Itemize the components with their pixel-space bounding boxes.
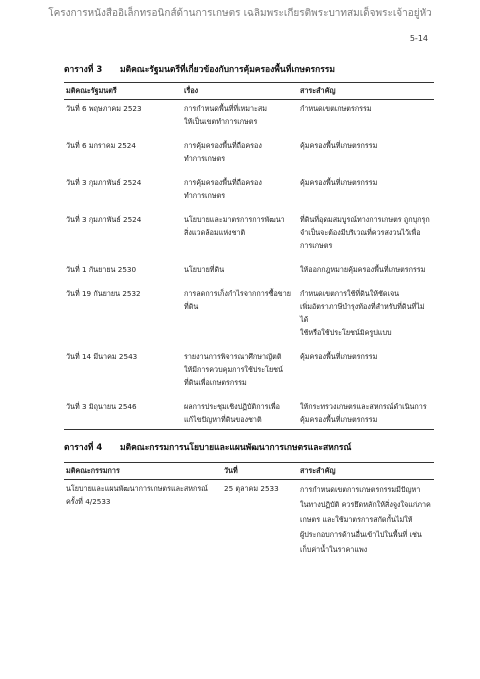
cabinet-resolution-date: วันที่ 3 กุมภาพันธ์ 2524 — [66, 178, 142, 187]
essence-cell: กำหนดเขตเกษตรกรรม — [300, 104, 372, 113]
table4-label: ตารางที่ 4 — [64, 443, 103, 453]
table-row — [64, 100, 434, 140]
table3-caption — [64, 62, 335, 76]
essence-cell: การกำหนดเขตการเกษตรกรรมมีปัญหา ในทางปฏิบัติ ควรยึดหลักให้สิ่งจูงใจแก่ภาค เกษตร และใช้มาตรการสกัดกั้นไม่ให้ ผู้ประกอบการด้านอื่นเข้าไปในพื้นที่ เช่น เก็บค่าน้ำในราคาแพง — [300, 485, 431, 554]
subject-cell: นโยบายที่ดิน — [184, 265, 225, 274]
subject-cell: การคุ้มครองพื้นที่ถือครอง ทำการเกษตร — [184, 178, 262, 200]
subject-cell: นโยบายและมาตรการการพัฒนา สิ่งแวดล้อมแห่งชาติ — [184, 215, 285, 237]
table3-header-row — [64, 83, 434, 100]
table-row — [64, 176, 434, 213]
table4-header-cell: สาระสำคัญ — [298, 463, 434, 480]
essence-cell: คุ้มครองพื้นที่เกษตรกรรม — [300, 178, 378, 187]
essence-cell: คุ้มครองพื้นที่เกษตรกรรม — [300, 352, 378, 361]
table-row — [64, 263, 434, 287]
table-row — [64, 480, 434, 561]
committee-date: 25 ตุลาคม 2533 — [224, 484, 279, 493]
subject-cell: การลดการเก็งกำไรจากการซื้อขาย ที่ดิน — [184, 289, 291, 311]
table-row — [64, 213, 434, 263]
subject-cell: การกำหนดพื้นที่ที่เหมาะสม ให้เป็นเขตทำการเกษตร — [184, 104, 268, 126]
cabinet-resolution-date: วันที่ 3 กุมภาพันธ์ 2524 — [66, 215, 142, 224]
table-row — [64, 139, 434, 176]
cabinet-resolution-date: วันที่ 14 มีนาคม 2543 — [66, 352, 138, 361]
subject-cell: รายงานการพิจารณาศึกษาญัตติ ให้มีการควบคุมการใช้ประโยชน์ ที่ดินเพื่อเกษตรกรรม — [184, 352, 283, 387]
cabinet-resolution-date: วันที่ 6 พฤษภาคม 2523 — [66, 104, 142, 113]
table-row — [64, 350, 434, 400]
table4-title: มติคณะกรรมการนโยบายและแผนพัฒนาการเกษตรและสหกรณ์ — [120, 443, 352, 453]
table3-header-cell: มติคณะรัฐมนตรี — [64, 83, 182, 100]
subject-cell: การคุ้มครองพื้นที่ถือครอง ทำการเกษตร — [184, 141, 262, 163]
cabinet-resolution-date: วันที่ 1 กันยายน 2530 — [66, 265, 137, 274]
table3 — [64, 82, 434, 430]
table-row — [64, 287, 434, 350]
table3-label: ตารางที่ 3 — [64, 65, 103, 75]
cabinet-resolution-date: วันที่ 19 กันยายน 2532 — [66, 289, 141, 298]
table4-header-row — [64, 463, 434, 480]
table3-title: มติคณะรัฐมนตรีที่เกี่ยวข้องกับการคุ้มครองพื้นที่เกษตรกรรม — [120, 65, 335, 75]
essence-cell: คุ้มครองพื้นที่เกษตรกรรม — [300, 141, 378, 150]
table4-header-cell: มติคณะกรรมการ — [64, 463, 222, 480]
essence-cell: ให้ออกกฎหมายคุ้มครองพื้นที่เกษตรกรรม — [300, 265, 426, 274]
table-row — [64, 400, 434, 430]
table3-header-cell: เรื่อง — [182, 83, 298, 100]
subject-cell: ผลการประชุมเชิงปฏิบัติการเพื่อ แก้ไขปัญหาที่ดินของชาติ — [182, 400, 298, 430]
table4-header-cell: วันที่ — [222, 463, 298, 480]
cabinet-resolution-date: วันที่ 3 มิถุนายน 2546 — [64, 400, 182, 430]
table3-header-cell: สาระสำคัญ — [298, 83, 434, 100]
page-number: 5-14 — [409, 34, 428, 43]
running-header: โครงการหนังสืออิเล็กทรอนิกส์ด้านการเกษตร เฉลิมพระเกียรติพระบาทสมเด็จพระเจ้าอยู่หัว — [48, 8, 432, 19]
essence-cell: ที่ดินที่อุดมสมบูรณ์ทางการเกษตร ถูกบุกรุก จำเป็นจะต้องมีบริเวณที่ควรสงวนไว้เพื่อ การเกษตร — [300, 215, 430, 250]
essence-cell: กำหนดเขตการใช้ที่ดินให้ชัดเจน เพิ่มอัตราภาษีบำรุงท้องที่สำหรับที่ดินที่ไม่ได้ ใช้หรือใช้ประโยชน์มิครูปแบบ — [300, 289, 425, 337]
committee-cell: นโยบายและแผนพัฒนาการเกษตรและสหกรณ์ ครั้งที่ 4/2533 — [66, 484, 208, 506]
table4 — [64, 462, 434, 560]
cabinet-resolution-date: วันที่ 6 มกราคม 2524 — [66, 141, 136, 150]
table4-caption — [64, 440, 351, 454]
essence-cell: ให้กระทรวงเกษตรและสหกรณ์ดำเนินการ คุ้มครองพื้นที่เกษตรกรรม — [298, 400, 434, 430]
